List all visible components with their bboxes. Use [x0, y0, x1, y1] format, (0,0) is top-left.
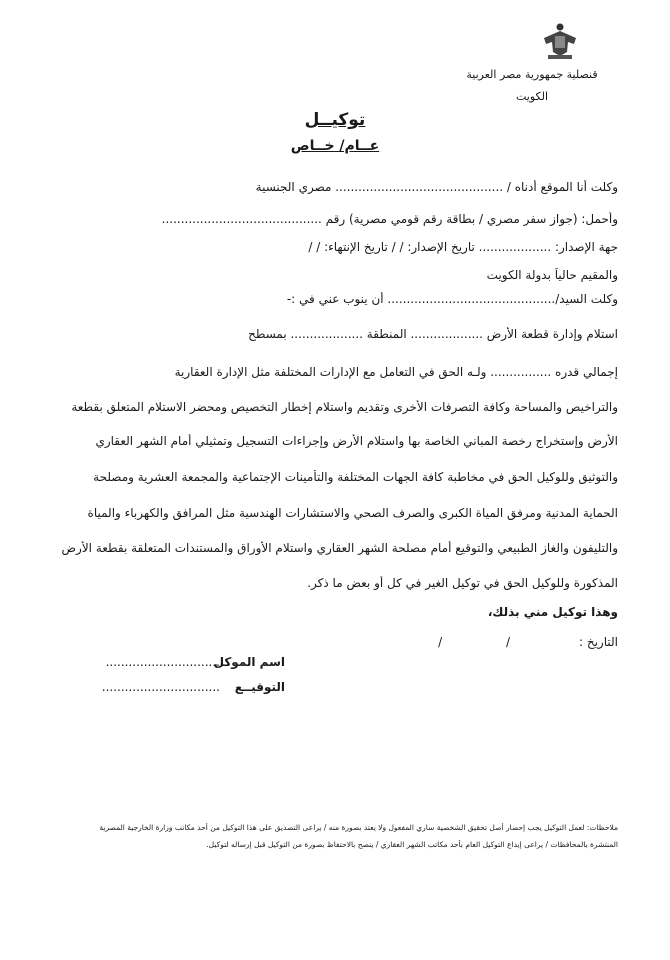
body-line-11: الحماية المدنية ومرفق المياة الكبرى والصرف الصحي والاستشارات الهندسية مثل المرافق والكهرباء والمياة — [87, 506, 618, 520]
body-line-8: والتراخيص والمساحة وكافة التصرفات الأخرى وتقديم واستلام إخطار التخصيص ومحضر الاستلام المتعلق بقطعة — [71, 400, 618, 414]
title-text: توكيــل — [304, 110, 366, 130]
date-value: / / — [438, 635, 540, 649]
consulate-city: الكويت — [515, 90, 549, 103]
body-line-3: جهة الإصدار: ................... تاريخ الإصدار: / / تاريخ الإنتهاء: / / — [308, 240, 618, 254]
body-line-13: المذكورة وللوكيل الحق في توكيل الغير في كل أو بعض ما ذكر. — [307, 576, 618, 590]
subtitle-text: عــام/ خــاص — [290, 138, 380, 154]
document-title — [0, 110, 670, 130]
body-line-2: وأحمل: (جواز سفر مصري / بطاقة رقم قومي مصرية) رقم .......................................... — [161, 212, 618, 226]
consulate-header — [442, 64, 622, 108]
consulate-name: قنصلية جمهورية مصر العربية — [466, 68, 598, 81]
signature-value: ............................... — [101, 680, 220, 694]
body-line-12: والتليفون والغاز الطبيعي والتوقيع أمام مصلحة الشهر العقاري واستلام الأوراق والمستندات المتعلقة بقطعة الأرض — [61, 541, 618, 555]
body-line-1: وكلت أنا الموقع أدناه / ............................................ مصري الجنسية — [255, 180, 618, 194]
signature-label: التوقيــع — [234, 680, 285, 694]
notes-line-1: ملاحظات: لعمل التوكيل يجب إحضار أصل تحقيق الشخصية ساري المفعول ولا يعتد بصورة منه / يراعى التصديق على هذا التوكيل من أحد مكاتب وزارة الخارجية المصرية — [99, 823, 618, 832]
body-line-7: إجمالي قدره ................ ولـه الحق في التعامل مع الإدارات المختلفة مثل الإدارة العقارية — [174, 365, 618, 379]
body-line-4: والمقيم حالياً بدولة الكويت — [486, 268, 618, 282]
body-line-10: والتوثيق وللوكيل الحق في مخاطبة كافة الجهات المختلفة والتأمينات الإجتماعية والمجمعة العشرية ومصلحة — [93, 470, 618, 484]
principal-name-value: .............................. — [105, 655, 220, 669]
notes-line-2: المنتشرة بالمحافظات / يراعى إيداع التوكيل العام بأحد مكاتب الشهر العقاري / ينصح بالاحتفاظ بصورة من التوكيل قبل إرساله لتوكيل. — [206, 840, 618, 849]
body-line-5: وكلت السيد/............................................ أن ينوب عني في :- — [286, 292, 618, 306]
document-subtitle — [0, 138, 670, 154]
body-line-6: استلام وإدارة قطعة الأرض ................... المنطقة ................... بمسطح — [248, 327, 618, 341]
date-label: التاريخ : — [578, 635, 618, 649]
egypt-eagle-emblem-icon — [540, 22, 580, 60]
principal-name-label: اسم الموكل — [213, 655, 285, 669]
closing-line: وهذا توكيل مني بذلك، — [487, 605, 618, 619]
body-line-9: الأرض وإستخراج رخصة المباني الخاصة بها واستلام الأرض وإجراءات التسجيل وتمثيلي أمام الشهر العقاري — [95, 434, 618, 448]
